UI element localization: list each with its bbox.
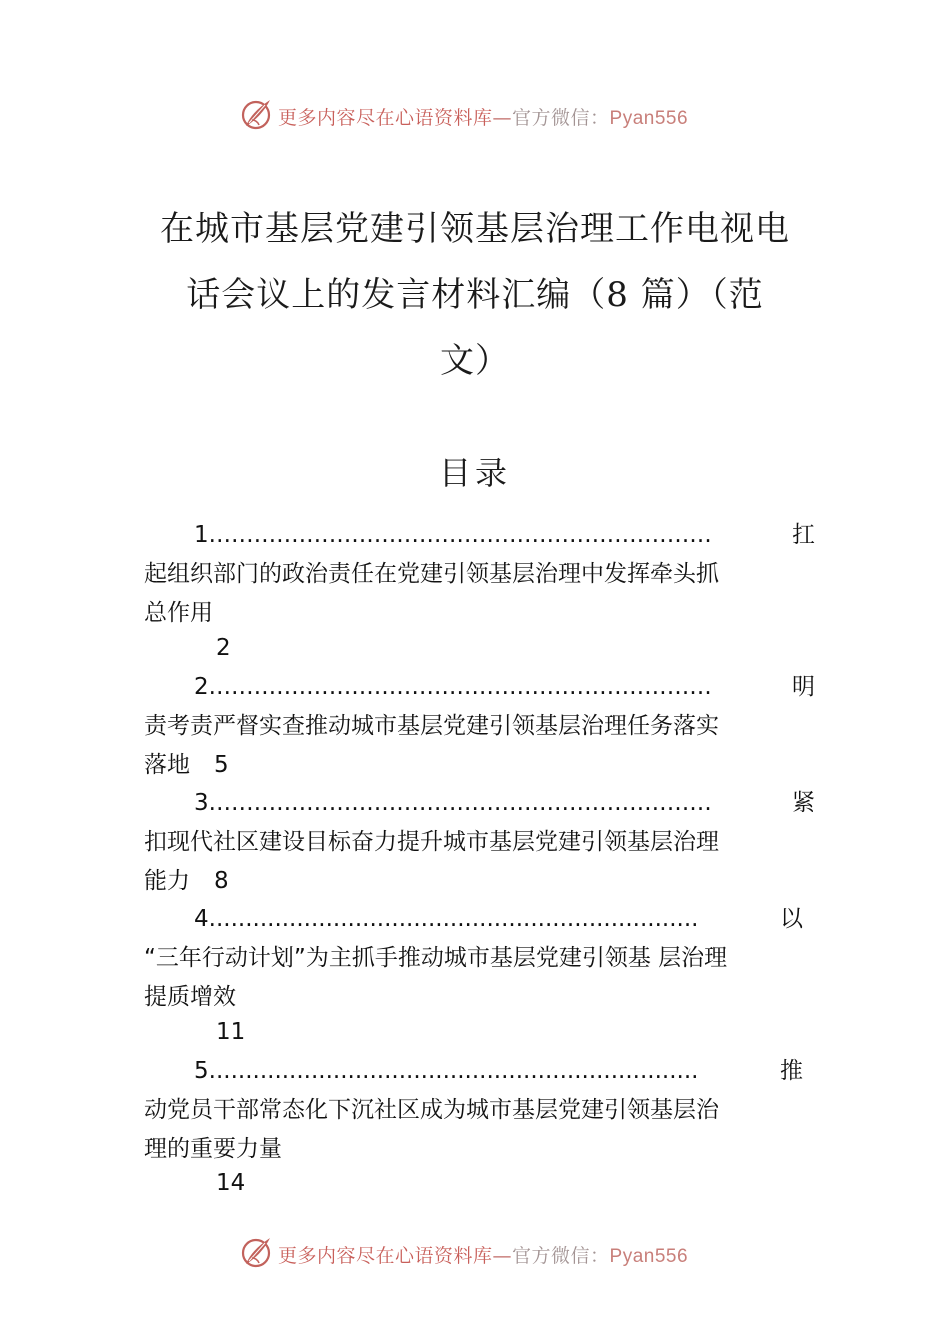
toc-entry-text: 动党员干部常态化下沉社区成为城市基层党建引领基层治 [144,1097,719,1123]
toc-entry-text: 起组织部门的政治责任在党建引领基层治理中发挥牵头抓 [144,561,719,587]
banner-wechat-label: 官方微信： [512,1245,610,1267]
toc-leader-dots: ................................................................... [208,906,699,932]
toc-entry-text: 提质增效 [144,984,236,1010]
toc-entry-number: 2 [194,674,209,700]
header-banner [0,94,950,134]
quill-logo-icon [238,96,274,132]
banner-text [278,103,688,130]
toc-entry-text: 总作用 [144,600,213,626]
toc-entry-lead-char: 明 [792,674,815,700]
toc-entry-2-line-1[interactable] [194,668,712,706]
document-title [0,196,950,394]
toc-entry-text: 责考责严督实查推动城市基层党建引领基层治理任务落实 [144,713,719,739]
toc-entry-number: 4 [194,906,209,932]
toc-entry-5-line-1[interactable] [194,1052,698,1090]
banner-wechat-label: 官方微信： [512,107,610,129]
toc-leader-dots: ................................................................... [208,674,712,700]
banner-dash: — [492,107,513,129]
toc-entry-lead-char: 紧 [792,790,815,816]
toc-entry-lead-char: 推 [780,1058,803,1084]
toc-entry-page: 8 [214,868,229,894]
toc-entry-text: 能力 [144,868,190,894]
banner-text [278,1241,688,1268]
toc-entry-page: 11 [216,1019,246,1045]
toc-entry-lead-char: 扛 [792,522,815,548]
title-line-3: 文） [440,341,510,381]
toc-entry-1-line-1[interactable] [194,516,712,554]
toc-leader-dots: ................................................................... [208,522,712,548]
toc-leader-dots: ................................................................... [208,790,712,816]
toc-entry-page: 14 [216,1170,246,1196]
toc-entry-text: 理的重要力量 [144,1136,282,1162]
toc-entry-page: 5 [214,752,229,778]
toc-entry-4-line-1[interactable] [194,900,698,938]
quill-logo-icon [238,1234,274,1270]
banner-wechat-id: Pyan556 [609,108,689,129]
toc-entry-3-line-1[interactable] [194,784,712,822]
title-line-2: 话会议上的发言材料汇编（8 篇）（范 [186,275,764,315]
toc-entry-text: 扣现代社区建设目标奋力提升城市基层党建引领基层治理 [144,829,719,855]
banner-brand: 更多内容尽在心语资料库 [278,107,493,129]
banner-brand: 更多内容尽在心语资料库 [278,1245,493,1267]
toc-heading: 目录 [438,454,511,492]
toc-entry-page: 2 [216,635,231,661]
banner-wechat-id: Pyan556 [609,1246,689,1267]
banner-dash: — [492,1245,513,1267]
toc-entry-number: 3 [194,790,209,816]
toc-entry-text: 落地 [144,752,190,778]
toc-entry-number: 5 [194,1058,209,1084]
toc-entry-text: “三年行动计划”为主抓手推动城市基层党建引领基 层治理 [144,945,728,971]
footer-banner [0,1232,950,1272]
toc-entry-lead-char: 以 [780,906,803,932]
title-line-1: 在城市基层党建引领基层治理工作电视电 [160,209,790,249]
toc-leader-dots: ................................................................... [208,1058,699,1084]
toc-entry-number: 1 [194,522,209,548]
